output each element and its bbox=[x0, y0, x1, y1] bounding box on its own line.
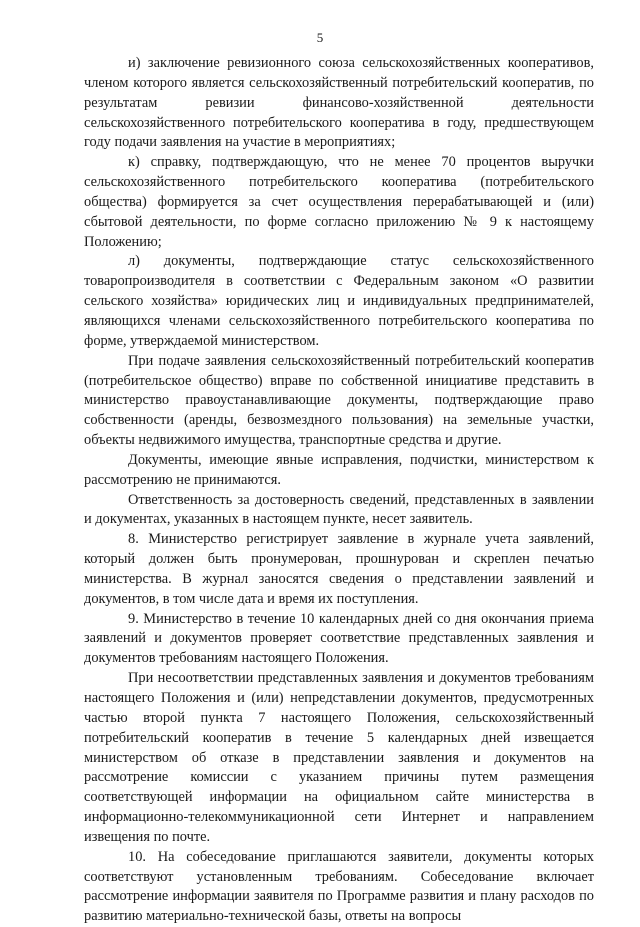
paragraph-optional-documents: При подаче заявления сельскохозяйственный потребительский кооператив (потребительское общество) вправе по собственной инициативе представить в министерство правоустанавливающие документы, подтверждающие право собственности (аренды, безвозмездного пользования) на земельные участки, объекты недвижимого имущества, транспортные средства и другие. bbox=[84, 352, 594, 449]
page-number: 5 bbox=[316, 30, 324, 45]
document-body bbox=[84, 54, 594, 927]
paragraph-k-revenue-certificate: к) справку, подтверждающую, что не менее 70 процентов выручки сельскохозяйственного потребительского кооператива (потребительского общества) формируется за счет осуществления перерабатывающей и (или) сбытовой деятельности, по форме согласно приложению № 9 к настоящему Положению; bbox=[84, 154, 594, 250]
paragraph-corrections-not-accepted: Документы, имеющие явные исправления, подчистки, министерством к рассмотрению не принимаются. bbox=[84, 451, 594, 488]
paragraph-8-registration: 8. Министерство регистрирует заявление в журнале учета заявлений, который должен быть пронумерован, прошнурован и скреплен печатью министерства. В журнал заносятся сведения о представлении заявлений и документов, в том числе дата и время их поступления. bbox=[84, 531, 594, 607]
paragraph-9-verification: 9. Министерство в течение 10 календарных дней со дня окончания приема заявлений и документов проверяет соответствие представленных заявления и документов требованиям настоящего Положения. bbox=[84, 610, 594, 667]
paragraph-applicant-responsibility: Ответственность за достоверность сведений, представленных в заявлении и документах, указанных в настоящем пункте, несет заявитель. bbox=[84, 491, 594, 528]
paragraph-10-interview: 10. На собеседование приглашаются заявители, документы которых соответствуют установленным требованиям. Собеседование включает рассмотрение информации заявителя по Программе развития и плану расходов по развитию материально-технической базы, ответы на вопросы bbox=[84, 848, 594, 925]
paragraph-refusal-notice: При несоответствии представленных заявления и документов требованиям настоящего Положения и (или) непредставлении документов, предусмотренных частью второй пункта 7 настоящего Положения, сельскохозяйственный потребительский кооператив в течение 5 календарных дней извещается министерством об отказе в представлении заявления и документов на рассмотрение комиссии с указанием причины путем размещения соответствующей информации на официальном сайте министерства в информационно-телекоммуникационной сети Интернет и направлением извещения по почте. bbox=[84, 670, 594, 845]
paragraph-i-audit-conclusion: и) заключение ревизионного союза сельскохозяйственных кооперативов, членом которого является сельскохозяйственный потребительский кооператив, по результатам ревизии финансово-хозяйственной деятельности сельскохозяйственного потребительского кооператива в году, предшествующем году подачи заявления на участие в мероприятиях; bbox=[84, 55, 594, 151]
paragraph-l-status-documents: л) документы, подтверждающие статус сельскохозяйственного товаропроизводителя в соответствии с Федеральным законом «О развитии сельского хозяйства» юридических лиц и индивидуальных предпринимателей, являющихся членами сельскохозяйственного потребительского кооператива по форме, утверждаемой министерством. bbox=[84, 253, 594, 349]
